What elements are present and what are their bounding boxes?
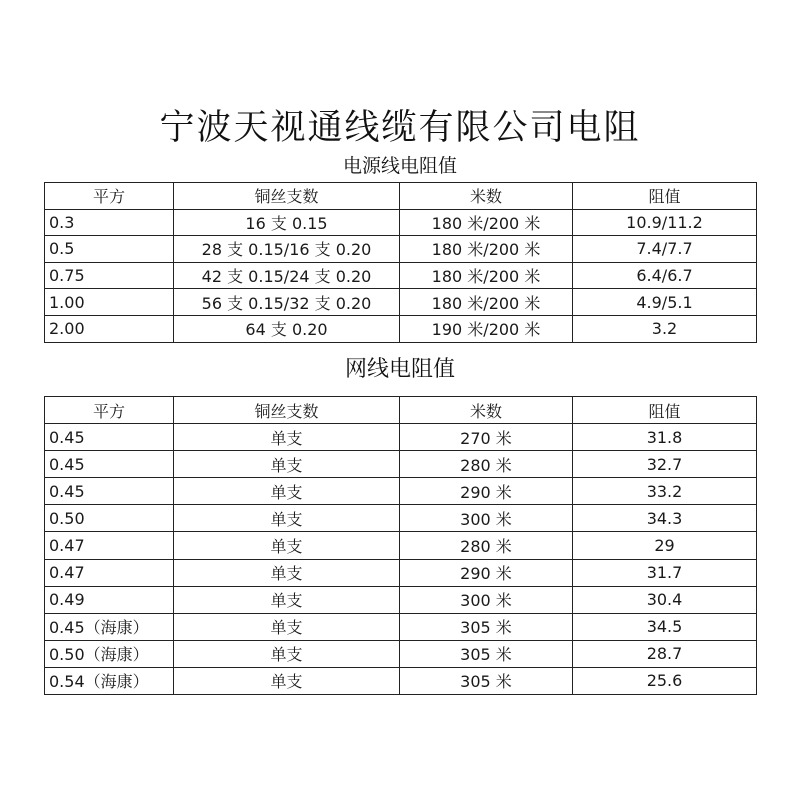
cell-area: 1.00 — [45, 289, 174, 316]
cell-length: 305 米 — [400, 667, 573, 694]
cell-strands: 单支 — [174, 424, 400, 451]
cell-area: 0.49 — [45, 586, 174, 613]
header-strands: 铜丝支数 — [174, 183, 400, 210]
cell-resistance: 28.7 — [573, 640, 757, 667]
table-row — [45, 289, 757, 316]
cell-resistance: 10.9/11.2 — [573, 209, 757, 236]
cell-resistance: 25.6 — [573, 667, 757, 694]
cell-length: 300 米 — [400, 586, 573, 613]
cell-length: 290 米 — [400, 559, 573, 586]
cell-area: 0.50 — [45, 505, 174, 532]
cell-strands: 56 支 0.15/32 支 0.20 — [174, 289, 400, 316]
table-header-row — [45, 397, 757, 424]
cell-area: 0.50（海康） — [45, 640, 174, 667]
cell-strands: 单支 — [174, 559, 400, 586]
page-title: 宁波天视通线缆有限公司电阻 — [159, 108, 641, 148]
power-resistance-table — [44, 182, 757, 343]
table-row — [45, 236, 757, 263]
table-row — [45, 640, 757, 667]
header-area: 平方 — [45, 397, 174, 424]
cell-area: 0.47 — [45, 532, 174, 559]
cell-area: 0.3 — [45, 209, 174, 236]
table-row — [45, 667, 757, 694]
table-row — [45, 478, 757, 505]
cell-length: 305 米 — [400, 613, 573, 640]
cell-resistance: 4.9/5.1 — [573, 289, 757, 316]
table-header-row — [45, 183, 757, 210]
cell-resistance: 34.5 — [573, 613, 757, 640]
cell-strands: 单支 — [174, 613, 400, 640]
cell-strands: 64 支 0.20 — [174, 315, 400, 342]
network-table-title: 网线电阻值 — [344, 357, 455, 382]
cell-strands: 单支 — [174, 451, 400, 478]
cell-length: 280 米 — [400, 532, 573, 559]
cell-resistance: 33.2 — [573, 478, 757, 505]
table-row — [45, 262, 757, 289]
table-row — [45, 315, 757, 342]
table-row — [45, 424, 757, 451]
cell-strands: 单支 — [174, 667, 400, 694]
cell-area: 0.45 — [45, 424, 174, 451]
cell-resistance: 34.3 — [573, 505, 757, 532]
cell-length: 180 米/200 米 — [400, 209, 573, 236]
header-length: 米数 — [400, 397, 573, 424]
cell-strands: 单支 — [174, 586, 400, 613]
table-row — [45, 209, 757, 236]
table-row — [45, 586, 757, 613]
header-resistance: 阻值 — [573, 397, 757, 424]
cell-strands: 42 支 0.15/24 支 0.20 — [174, 262, 400, 289]
cell-strands: 单支 — [174, 532, 400, 559]
table-row — [45, 559, 757, 586]
cell-resistance: 3.2 — [573, 315, 757, 342]
cell-area: 0.45（海康） — [45, 613, 174, 640]
table-row — [45, 532, 757, 559]
cell-resistance: 6.4/6.7 — [573, 262, 757, 289]
cell-strands: 28 支 0.15/16 支 0.20 — [174, 236, 400, 263]
cell-strands: 单支 — [174, 478, 400, 505]
header-resistance: 阻值 — [573, 183, 757, 210]
cell-resistance: 30.4 — [573, 586, 757, 613]
cell-length: 190 米/200 米 — [400, 315, 573, 342]
cell-strands: 单支 — [174, 640, 400, 667]
cell-strands: 16 支 0.15 — [174, 209, 400, 236]
header-length: 米数 — [400, 183, 573, 210]
cell-resistance: 31.7 — [573, 559, 757, 586]
power-table-title: 电源线电阻值 — [342, 155, 457, 177]
cell-length: 305 米 — [400, 640, 573, 667]
cell-resistance: 7.4/7.7 — [573, 236, 757, 263]
cell-area: 0.45 — [45, 478, 174, 505]
cell-length: 180 米/200 米 — [400, 236, 573, 263]
cell-area: 0.45 — [45, 451, 174, 478]
cell-length: 180 米/200 米 — [400, 262, 573, 289]
cell-length: 180 米/200 米 — [400, 289, 573, 316]
cell-area: 0.54（海康） — [45, 667, 174, 694]
table-row — [45, 505, 757, 532]
cell-resistance: 32.7 — [573, 451, 757, 478]
cell-length: 290 米 — [400, 478, 573, 505]
cell-resistance: 31.8 — [573, 424, 757, 451]
cell-area: 0.5 — [45, 236, 174, 263]
table-row — [45, 451, 757, 478]
cell-strands: 单支 — [174, 505, 400, 532]
cell-area: 2.00 — [45, 315, 174, 342]
table-row — [45, 613, 757, 640]
header-area: 平方 — [45, 183, 174, 210]
cell-area: 0.75 — [45, 262, 174, 289]
cell-length: 280 米 — [400, 451, 573, 478]
cell-area: 0.47 — [45, 559, 174, 586]
network-resistance-table — [44, 396, 757, 695]
header-strands: 铜丝支数 — [174, 397, 400, 424]
cell-length: 300 米 — [400, 505, 573, 532]
cell-resistance: 29 — [573, 532, 757, 559]
cell-length: 270 米 — [400, 424, 573, 451]
